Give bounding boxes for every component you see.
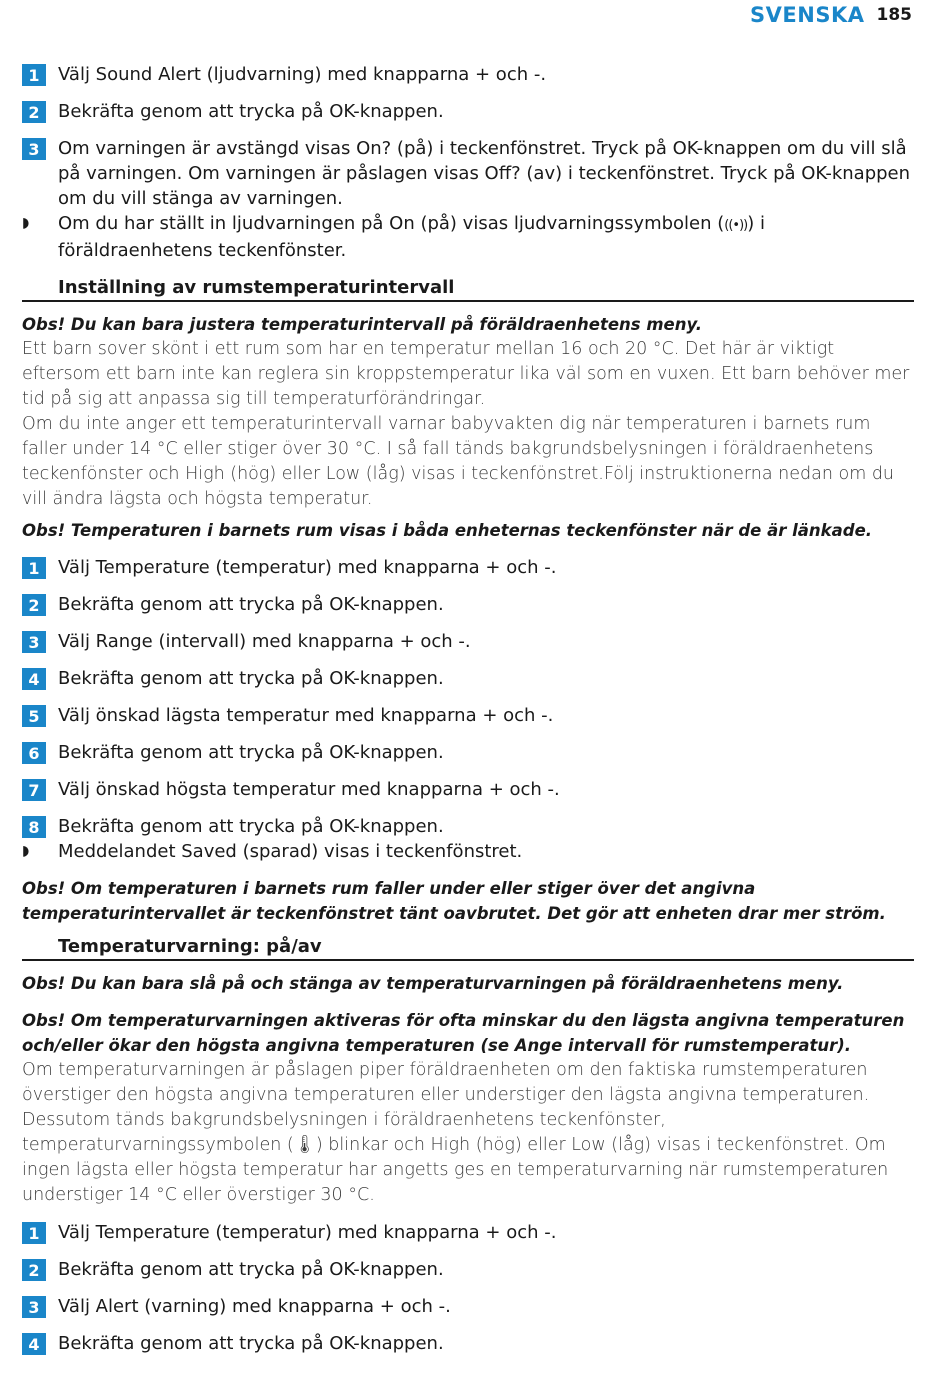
page-number: 185 [876,5,912,25]
step-5 [22,703,914,728]
step-8 [22,814,914,839]
step-text: Bekräfta genom att trycka på OK-knappen. [58,668,444,689]
step-text: Om varningen är avstängd visas On? (på) i teckenfönstret. Tryck på OK-knappen om du vill slå på varningen. Om varningen är påslagen visas Off? (av) i teckenfönstret. Tryck på OK-knappen om du vill stänga av varningen. [58,138,911,209]
body-paragraph: Om du inte anger ett temperaturintervall varnar babyvakten dig när temperaturen i barnets rum faller under 14 °C eller stiger över 30 °C. I så fall tänds bakgrundsbelysningen i föräldraenhetens teckenfönster och High (hög) eller Low (låg) visas i teckenfönstret.Följ instruktionerna nedan om du vill ändra lägsta och högsta temperatur. [22,414,895,509]
step-6 [22,740,914,765]
step-2 [22,99,914,124]
step-text: Välj önskad lägsta temperatur med knapparna + och -. [58,705,554,726]
step-text: Bekräfta genom att trycka på OK-knappen. [58,1333,444,1354]
step-number: 2 [22,101,46,123]
result-text: Meddelandet Saved (sparad) visas i teckenfönstret. [58,841,523,862]
body-paragraph: Ett barn sover skönt i ett rum som har en temperatur mellan 16 och 20 °C. Det här är viktigt eftersom ett barn inte kan reglera sin kroppstemperatur lika väl som en vuxen. Ett barn behöver mer tid på sig att anpassa sig till temperaturförändringar. [22,339,910,409]
step-text: Bekräfta genom att trycka på OK-knappen. [58,816,444,837]
step-text: Välj Temperature (temperatur) med knapparna + och -. [58,557,557,578]
section-heading-temperature-alert: Temperaturvarning: på/av [22,936,914,961]
page-header [750,0,912,30]
step-text: Välj Temperature (temperatur) med knapparna + och -. [58,1222,557,1243]
section-heading-temperature-range: Inställning av rumstemperaturintervall [22,277,914,302]
step-number: 6 [22,742,46,764]
result-bullet-icon: ◗ [22,843,30,859]
step-text: Välj Sound Alert (ljudvarning) med knapparna + och -. [58,64,547,85]
step-number: 1 [22,557,46,579]
result-line [22,839,914,864]
step-3 [22,136,914,211]
step-text: Bekräfta genom att trycka på OK-knappen. [58,101,444,122]
step-2 [22,1257,914,1282]
step-number: 8 [22,816,46,838]
note: Obs! Du kan bara slå på och stänga av temperaturvarningen på föräldraenhetens meny. [22,974,844,993]
sound-alert-icon: ((•)) [724,218,748,233]
step-text: Välj Range (intervall) med knapparna + och -. [58,631,471,652]
step-1 [22,62,914,87]
step-7 [22,777,914,802]
note: Obs! Om temperaturen i barnets rum faller under eller stiger över det angivna temperaturintervallet är teckenfönstret tänt oavbrutet. Det gör att enheten drar mer ström. [22,879,886,923]
step-number: 4 [22,668,46,690]
step-1 [22,1220,914,1245]
note: Obs! Du kan bara justera temperaturintervall på föräldraenhetens meny. [22,315,702,334]
step-number: 5 [22,705,46,727]
step-number: 2 [22,1259,46,1281]
step-number: 3 [22,1296,46,1318]
result-line [22,211,914,263]
step-2 [22,592,914,617]
step-text: Bekräfta genom att trycka på OK-knappen. [58,594,444,615]
step-number: 1 [22,64,46,86]
body-paragraph: Om temperaturvarningen är påslagen piper föräldraenheten om den faktiska rumstemperaturen överstiger den högsta angivna temperaturen eller understiger den lägsta angivna temperaturen. Dessutom tänds bakgrundsbelysningen i föräldraenhetens teckenfönster, temperaturvarningssymbolen (🌡) blinkar och High (hög) eller Low (låg) visas i teckenfönstret. Om ingen lägsta eller högsta temperatur har angetts ges en temperaturvarning när rumstemperaturen understiger 14 °C eller överstiger 30 °C. [22,1060,889,1205]
step-4 [22,666,914,691]
step-number: 2 [22,594,46,616]
result-text: Om du har ställt in ljudvarningen på On (på) visas ljudvarningssymbolen (((•))) i föräldraenhetens teckenfönster. [58,213,765,261]
result-bullet-icon: ◗ [22,215,30,231]
step-number: 3 [22,138,46,160]
step-text: Bekräfta genom att trycka på OK-knappen. [58,742,444,763]
step-4 [22,1331,914,1356]
step-text: Bekräfta genom att trycka på OK-knappen. [58,1259,444,1280]
step-text: Välj önskad högsta temperatur med knapparna + och -. [58,779,560,800]
note: Obs! Om temperaturvarningen aktiveras för ofta minskar du den lägsta angivna temperaturen och/eller ökar den högsta angivna temperaturen (se Ange intervall för rumstemperatur). [22,1011,905,1055]
language-label: SVENSKA [750,3,865,27]
step-number: 3 [22,631,46,653]
page-content [22,62,914,1356]
step-number: 1 [22,1222,46,1244]
step-1 [22,555,914,580]
thermometer-icon: 🌡 [293,1135,316,1155]
note: Obs! Temperaturen i barnets rum visas i båda enheternas teckenfönster när de är länkade. [22,521,873,540]
step-number: 4 [22,1333,46,1355]
step-3 [22,629,914,654]
step-3 [22,1294,914,1319]
step-text: Välj Alert (varning) med knapparna + och -. [58,1296,451,1317]
step-number: 7 [22,779,46,801]
